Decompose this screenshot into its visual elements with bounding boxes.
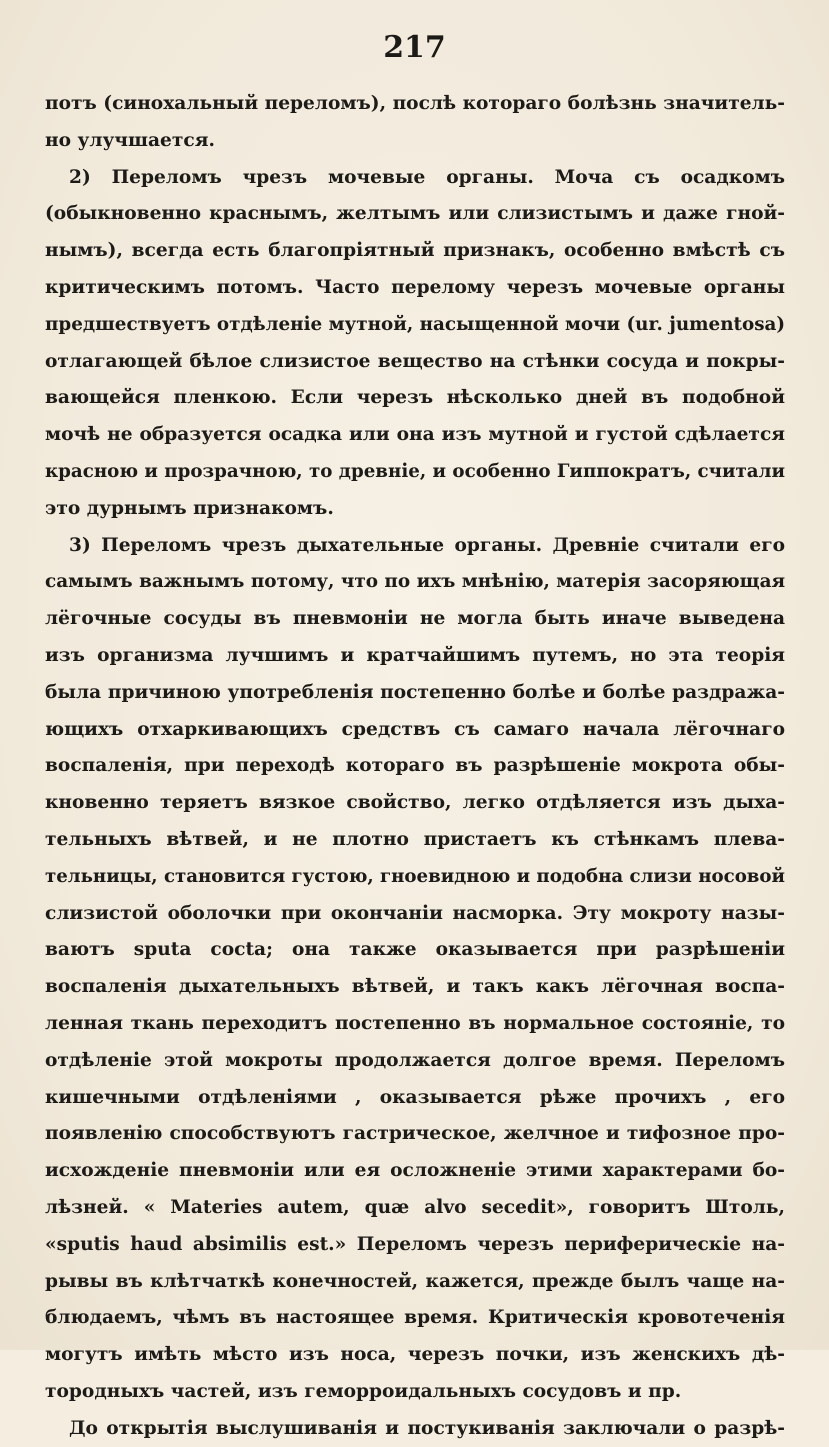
text-line: мочѣ не образуется осадка или она изъ мутной и густой сдѣлается bbox=[45, 424, 785, 446]
text-line: воспаленія, при переходѣ котораго въ разрѣшеніе мокрота обы- bbox=[45, 755, 785, 777]
text-line: вающейся пленкою. Если черезъ нѣсколько дней въ подобной bbox=[45, 387, 785, 409]
text-line: самымъ важнымъ потому, что по ихъ мнѣнію, матерія засоряющая bbox=[45, 571, 785, 593]
text-line: рывы въ клѣтчаткѣ конечностей, кажется, прежде былъ чаще на- bbox=[45, 1270, 785, 1292]
text-line: отдѣленіе этой мокроты продолжается долгое время. Переломъ bbox=[45, 1049, 785, 1071]
text-line: могутъ имѣть мѣсто изъ носа, черезъ почки, изъ женскихъ дѣ- bbox=[45, 1344, 785, 1366]
text-line: кновенно теряетъ вязкое свойство, легко отдѣляется изъ дыха- bbox=[45, 792, 785, 814]
text-line: была причиною употребленія постепенно болѣе и болѣе раздража- bbox=[45, 681, 785, 703]
text-line: кишечными отдѣленіями , оказывается рѣже прочихъ , его bbox=[45, 1086, 785, 1108]
text-line: До открытія выслушиванія и постукиванія заключали о разрѣ- bbox=[69, 1417, 785, 1439]
text-line: исхожденіе пневмоніи или ея осложненіе этими характерами бо- bbox=[45, 1160, 785, 1182]
page-number: 217 bbox=[383, 30, 446, 65]
text-line: лёгочные сосуды въ пневмоніи не могла быть иначе выведена bbox=[45, 608, 785, 630]
text-line: критическимъ потомъ. Часто перелому черезъ мочевые органы bbox=[45, 276, 785, 298]
text-line: «sputis haud absimilis est.» Переломъ черезъ периферическіе на- bbox=[45, 1233, 785, 1255]
text-line: ленная ткань переходитъ постепенно въ нормальное состояніе, то bbox=[45, 1012, 785, 1034]
text-line: 2) Переломъ чрезъ мочевые органы. Моча съ осадкомъ bbox=[69, 166, 785, 188]
text-line: воспаленія дыхательныхъ вѣтвей, и такъ какъ лёгочная воспа- bbox=[45, 976, 785, 998]
text-line: ваютъ sputa cocta; она также оказывается при разрѣшеніи bbox=[45, 939, 785, 961]
text-line: ющихъ отхаркивающихъ средствъ съ самаго начала лёгочнаго bbox=[45, 718, 785, 740]
text-line: это дурнымъ признакомъ. bbox=[45, 497, 334, 519]
body-text bbox=[45, 86, 785, 1447]
text-line: изъ организма лучшимъ и кратчайшимъ путемъ, но эта теорія bbox=[45, 644, 785, 666]
text-line: нымъ), всегда есть благопріятный признакъ, особенно вмѣстѣ съ bbox=[45, 240, 785, 262]
text-line: предшествуетъ отдѣленіе мутной, насыщенной мочи (ur. jumentosa) bbox=[45, 313, 785, 335]
text-line: потъ (синохальный переломъ), послѣ котораго болѣзнь значитель- bbox=[45, 93, 785, 114]
text-line: тельныхъ вѣтвей, и не плотно пристаетъ къ стѣнкамъ плева- bbox=[45, 828, 785, 850]
text-line: слизистой оболочки при окончаніи насморка. Эту мокроту назы- bbox=[45, 902, 785, 924]
text-line: но улучшается. bbox=[45, 129, 215, 151]
text-line: тельницы, становится густою, гноевидною и подобна слизи носовой bbox=[45, 865, 785, 887]
text-line: блюдаемъ, чѣмъ въ настоящее время. Критическія кровотеченія bbox=[45, 1307, 785, 1329]
text-line: 3) Переломъ чрезъ дыхательные органы. Древніе считали его bbox=[69, 534, 785, 556]
text-line: появленію способствуютъ гастрическое, желчное и тифозное про- bbox=[45, 1123, 785, 1145]
text-line: лѣзней. « Materies autem, quæ alvo secedit», говоритъ Штоль, bbox=[45, 1196, 785, 1218]
text-line: тородныхъ частей, изъ геморроидальныхъ сосудовъ и пр. bbox=[45, 1380, 682, 1402]
text-line: красною и прозрачною, то древніе, и особенно Гиппократъ, считали bbox=[45, 460, 785, 482]
text-line: отлагающей бѣлое слизистое вещество на стѣнки сосуда и покры- bbox=[45, 350, 785, 372]
text-line: (обыкновенно краснымъ, желтымъ или слизистымъ и даже гной- bbox=[45, 203, 785, 225]
